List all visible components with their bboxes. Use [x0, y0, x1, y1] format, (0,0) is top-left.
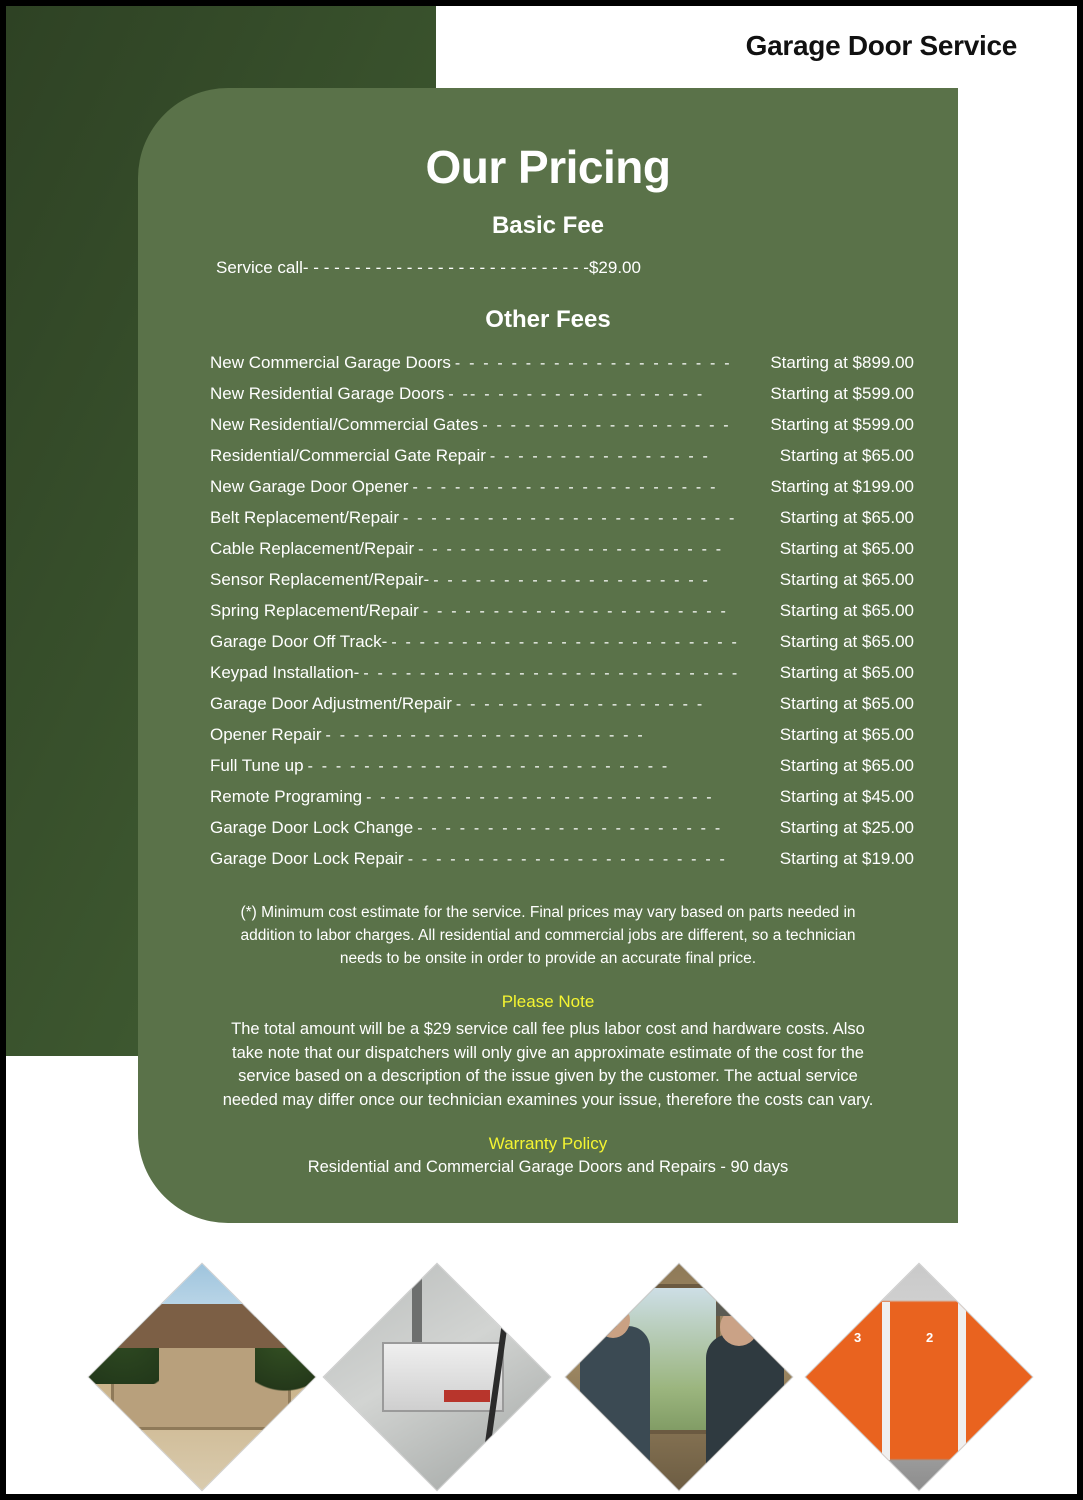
fee-price: Starting at $199.00	[770, 477, 914, 496]
person-body-shape	[706, 1334, 784, 1490]
fee-label: New Commercial Garage Doors	[210, 353, 451, 372]
fee-row	[210, 410, 914, 441]
warranty-policy-body: Residential and Commercial Garage Doors and Repairs - 90 days	[307, 1158, 789, 1176]
fee-price: Starting at $899.00	[770, 353, 914, 372]
fee-label: Residential/Commercial Gate Repair	[210, 446, 486, 465]
fee-price: Starting at $599.00	[770, 384, 914, 403]
fee-row	[210, 503, 914, 534]
other-fees-title: Other Fees	[485, 306, 611, 333]
fee-dots: - - - - - - - - - - - - - - - -	[489, 448, 711, 465]
tree-shape	[89, 1264, 159, 1384]
person-cap-shape	[716, 1298, 762, 1316]
storage-unit-number: 2	[926, 1330, 934, 1345]
tree-shape	[255, 1264, 315, 1394]
fee-label: Opener Repair	[210, 725, 322, 744]
house-with-garage-photo	[87, 1262, 316, 1491]
pricing-heading: Our Pricing	[425, 141, 671, 193]
fee-label: New Residential/Commercial Gates	[210, 415, 479, 434]
basic-fee-label: Service call	[216, 258, 303, 277]
fee-label: Keypad Installation-	[210, 663, 360, 682]
fee-price: Starting at $65.00	[779, 663, 914, 682]
fee-price: Starting at $65.00	[779, 756, 914, 775]
fee-row	[210, 751, 914, 782]
fee-dots: - - - - - - - - - - - - - - - - - - - - - - -	[325, 727, 645, 744]
fee-label: Garage Door Lock Change	[210, 818, 414, 837]
fee-price: Starting at $65.00	[779, 570, 914, 589]
fee-label: Garage Door Lock Repair	[210, 849, 404, 868]
fee-row	[210, 813, 914, 844]
opener-label-shape	[444, 1390, 490, 1402]
fee-price: Starting at $65.00	[779, 539, 914, 558]
fee-row	[210, 441, 914, 472]
fee-label: Spring Replacement/Repair	[210, 601, 419, 620]
fee-dots: - - - - - - - - - - - - - - - - - - - - - - - - -	[391, 634, 740, 651]
fee-dots: - - - - - - - - - - - - - - - - - - - -	[454, 355, 732, 372]
fee-dots: - - - - - - - - - - - - - - - - - - - - - - - - -	[366, 789, 714, 806]
fee-price: Starting at $65.00	[779, 601, 914, 620]
fee-row	[210, 782, 914, 813]
fee-row	[210, 379, 914, 410]
fee-label: New Garage Door Opener	[210, 477, 409, 496]
fee-price: Starting at $65.00	[779, 508, 914, 527]
opener-rail-shape	[412, 1278, 422, 1352]
fee-dots: - - - - - - - - - - - - - - - - - - - - - -	[418, 541, 724, 558]
fee-price: Starting at $65.00	[779, 725, 914, 744]
storage-divider-shape	[882, 1302, 890, 1460]
fee-row	[210, 472, 914, 503]
storage-unit-number: 3	[854, 1330, 862, 1345]
fee-price: Starting at $25.00	[779, 818, 914, 837]
fee-row	[210, 596, 914, 627]
fee-dots: - - - - - - - - - - - - - - - - - - - -	[433, 572, 711, 589]
fee-price: Starting at $45.00	[779, 787, 914, 806]
fee-label: Garage Door Adjustment/Repair	[210, 694, 452, 713]
person-head-shape	[596, 1302, 630, 1338]
fee-row	[210, 844, 914, 875]
fee-dots: - - - - - - - - - - - - - - - - - - - - - -	[417, 820, 723, 837]
fee-dots: - - - - - - - - - - - - - - - - - -	[455, 696, 705, 713]
fee-row	[210, 658, 914, 689]
please-note-title: Please Note	[501, 992, 595, 1011]
fee-label: Full Tune up	[210, 756, 304, 775]
warranty-policy-title: Warranty Policy	[488, 1134, 608, 1153]
fee-dots: - - - - - - - - - - - - - - - - - - - - - -	[422, 603, 729, 620]
fee-label: Cable Replacement/Repair	[210, 539, 415, 558]
fee-label: Remote Programing	[210, 787, 363, 806]
fee-label: New Residential Garage Doors	[210, 384, 445, 403]
fee-row	[210, 689, 914, 720]
storage-divider-shape	[958, 1302, 966, 1460]
fee-label: Sensor Replacement/Repair-	[210, 570, 430, 589]
fee-price: Starting at $65.00	[779, 446, 914, 465]
fee-price: Starting at $19.00	[779, 849, 914, 868]
fee-dots: - - - - - - - - - - - - - - - - - - - - - -	[412, 479, 718, 496]
fee-row	[210, 565, 914, 596]
please-note-body: The total amount will be a $29 service call fee plus labor cost and hardware costs. Also take note that our dispatchers will only give an approximate estimate of the cost for the service based on a description of the issue given by the customer. The actual service needed may differ once our technician examines your issue, therefore the costs can vary.	[222, 1020, 874, 1109]
basic-fee-title: Basic Fee	[491, 212, 605, 239]
fee-price: Starting at $65.00	[779, 694, 914, 713]
disclaimer-text: (*) Minimum cost estimate for the service. Final prices may vary based on parts needed in addition to labor charges. All residential and commercial jobs are different, so a technician needs to be onsite in order to provide an accurate final price.	[240, 904, 856, 967]
page-title: Garage Door Service	[745, 30, 1017, 61]
fee-label: Belt Replacement/Repair	[210, 508, 399, 527]
fee-price: Starting at $65.00	[779, 632, 914, 651]
fee-dots: - - - - - - - - - - - - - - - - - - - - - - -	[407, 851, 728, 868]
pricing-card	[138, 88, 958, 1223]
fee-row	[210, 534, 914, 565]
garage-door-opener-motor-photo	[322, 1262, 551, 1491]
basic-fee-price: $29.00	[588, 258, 641, 277]
basic-fee-dots: - - - - - - - - - - - - - - - - - - - - - - - - - - - -	[302, 258, 589, 277]
fee-row	[210, 627, 914, 658]
other-fees-list	[160, 348, 936, 875]
fee-dots: - - - - - - - - - - - - - - - - - - - - - - - - - -	[307, 758, 670, 775]
basic-fee-row	[160, 258, 936, 278]
fee-row	[210, 348, 914, 379]
person-body-shape	[580, 1326, 650, 1486]
fee-dots: - - - - - - - - - - - - - - - - - - - - - - - - - - -	[363, 665, 740, 682]
photo-strip	[6, 1251, 1083, 1500]
fee-label: Garage Door Off Track-	[210, 632, 388, 651]
fee-dots: - -- - - - - - - - - - - - - - - - -	[448, 386, 705, 403]
fee-row	[210, 720, 914, 751]
orange-storage-units-photo	[804, 1262, 1033, 1491]
fee-price: Starting at $599.00	[770, 415, 914, 434]
fee-dots: - - - - - - - - - - - - - - - - - - - - - - - -	[402, 510, 737, 527]
technician-at-gate-photo	[564, 1262, 793, 1491]
fee-dots: - - - - - - - - - - - - - - - - - -	[482, 417, 731, 434]
